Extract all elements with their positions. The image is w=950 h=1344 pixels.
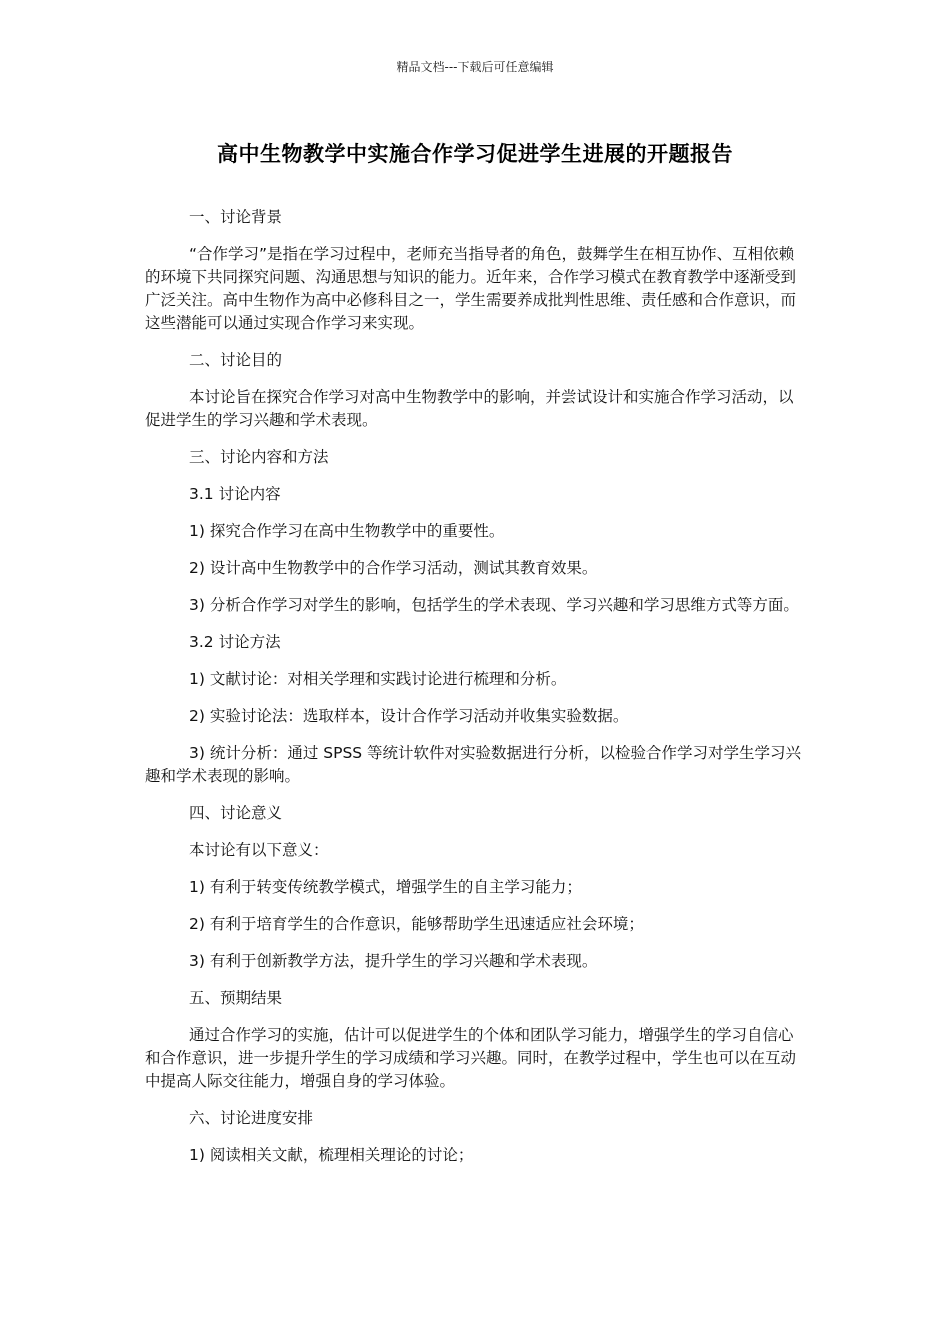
list-item: 3) 分析合作学习对学生的影响，包括学生的学术表现、学习兴趣和学习思维方式等方面。	[189, 596, 799, 614]
section-heading-content-method: 三、讨论内容和方法	[189, 448, 329, 466]
document-title: 高中生物教学中实施合作学习促进学生进展的开题报告	[217, 142, 733, 166]
list-item: 1) 有利于转变传统教学模式，增强学生的自主学习能力；	[189, 878, 582, 896]
section-heading-significance: 四、讨论意义	[189, 804, 283, 822]
list-item: 2) 设计高中生物教学中的合作学习活动，测试其教育效果。	[189, 559, 598, 577]
section-heading-schedule: 六、讨论进度安排	[189, 1109, 314, 1127]
list-item: 1) 探究合作学习在高中生物教学中的重要性。	[189, 522, 505, 540]
list-item: 3) 有利于创新教学方法，提升学生的学习兴趣和学术表现。	[189, 952, 598, 970]
paragraph-expected-results: 通过合作学习的实施，估计可以促进学生的个体和团队学习能力，增强学生的学习自信心和合作意识，进一步提升学生的学习成绩和学习兴趣。同时，在教学过程中，学生也可以在互动中提高人际交往能力，增强自身的学习体验。	[145, 1026, 797, 1090]
page-header: 精品文档---下载后可任意编辑	[396, 60, 554, 74]
list-item: 1) 文献讨论：对相关学理和实践讨论进行梳理和分析。	[189, 670, 567, 688]
section-heading-purpose: 二、讨论目的	[189, 351, 283, 369]
list-item: 2) 实验讨论法：选取样本，设计合作学习活动并收集实验数据。	[189, 707, 629, 725]
paragraph-purpose: 本讨论旨在探究合作学习对高中生物教学中的影响，并尝试设计和实施合作学习活动，以促进学生的学习兴趣和学术表现。	[145, 388, 794, 429]
paragraph-background: “合作学习”是指在学习过程中，老师充当指导者的角色，鼓舞学生在相互协作、互相依赖的环境下共同探究问题、沟通思想与知识的能力。近年来，合作学习模式在教育教学中逐渐受到广泛关注。高中生物作为高中必修科目之一，学生需要养成批判性思维、责任感和合作意识，而这些潜能可以通过实现合作学习来实现。	[145, 245, 797, 332]
subsection-heading-method: 3.2 讨论方法	[189, 633, 281, 651]
subsection-heading-content: 3.1 讨论内容	[189, 485, 281, 503]
list-item: 1) 阅读相关文献，梳理相关理论的讨论；	[189, 1146, 474, 1164]
document-body	[145, 206, 807, 1181]
list-item: 3) 统计分析：通过 SPSS 等统计软件对实验数据进行分析，以检验合作学习对学生学习兴趣和学术表现的影响。	[145, 744, 802, 785]
section-heading-background: 一、讨论背景	[189, 208, 283, 226]
section-heading-expected-results: 五、预期结果	[189, 989, 283, 1007]
paragraph-significance-intro: 本讨论有以下意义：	[189, 841, 329, 859]
list-item: 2) 有利于培育学生的合作意识，能够帮助学生迅速适应社会环境；	[189, 915, 644, 933]
